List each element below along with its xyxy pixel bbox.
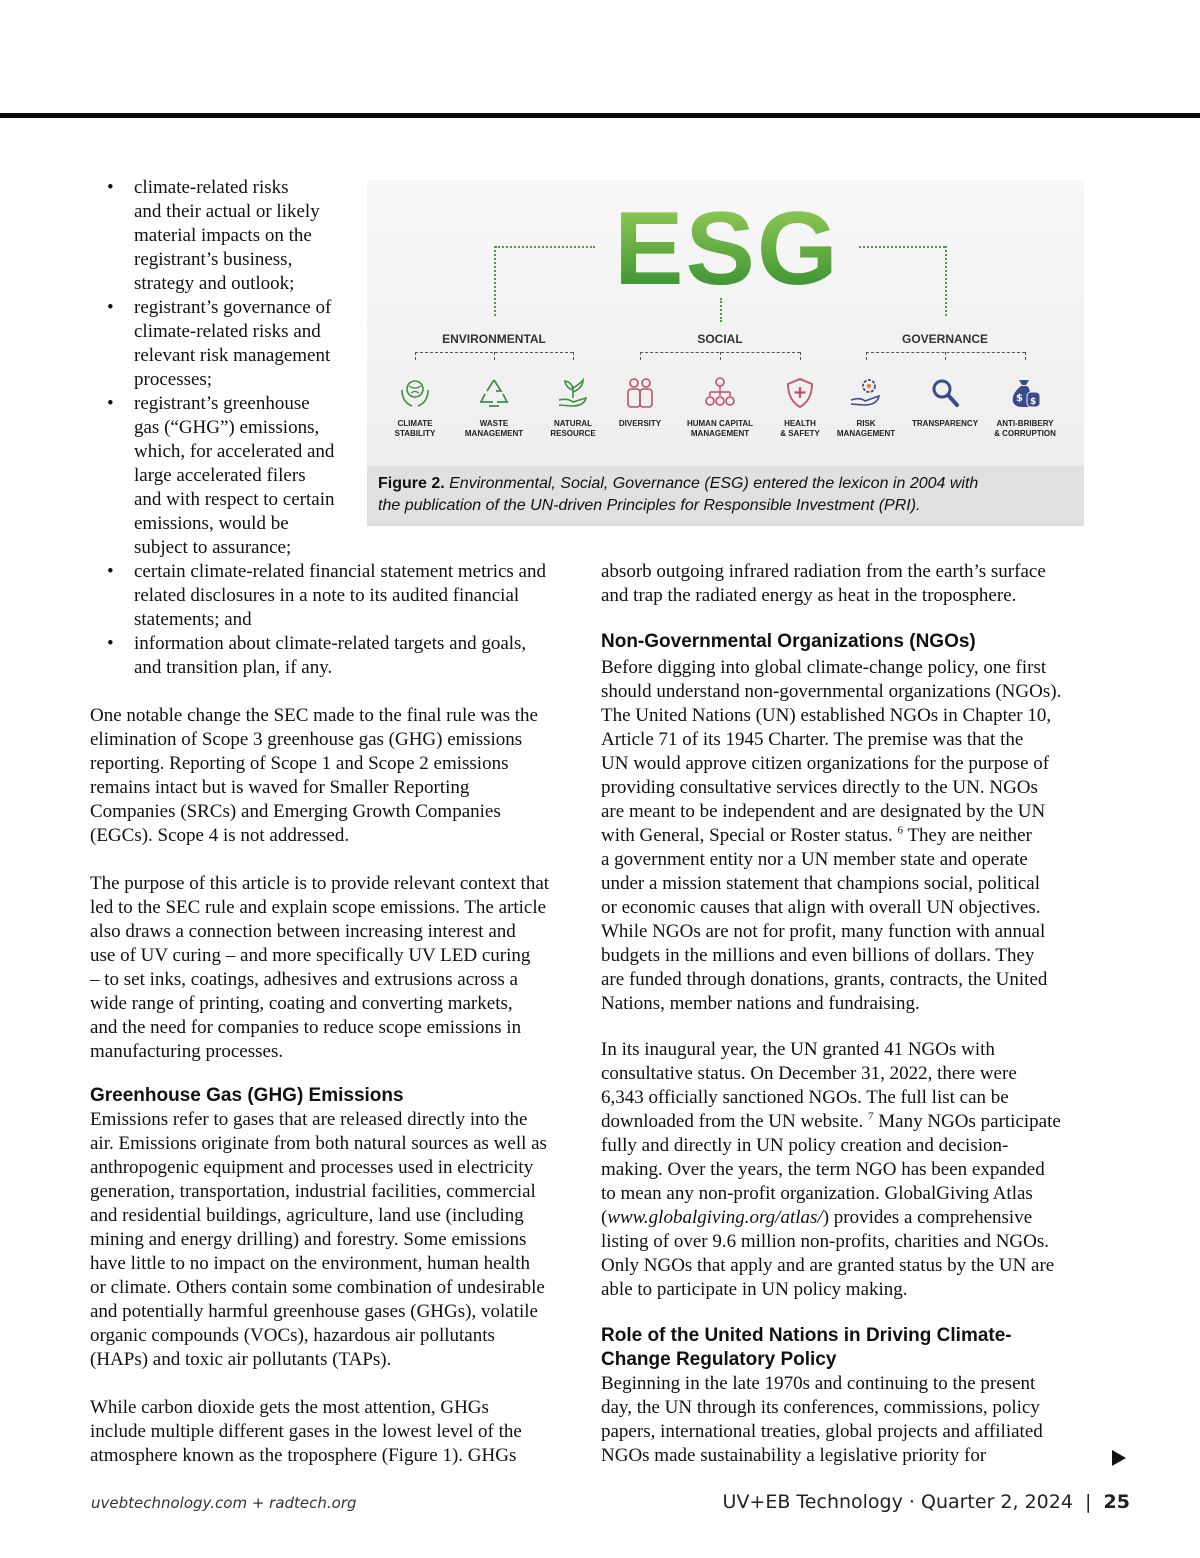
- text-line: use of UV curing – and more specifically UV LED curing: [90, 945, 531, 966]
- figure-2: [367, 180, 1084, 526]
- ghg-heading: Greenhouse Gas (GHG) Emissions: [90, 1085, 404, 1106]
- footer-publication: [723, 1491, 1130, 1513]
- text-line: to mean any non-profit organization. GlobalGiving Atlas: [601, 1183, 1033, 1204]
- bullet-3-line: large accelerated filers: [134, 465, 306, 486]
- bullet-3-line: gas (“GHG”) emissions,: [134, 417, 320, 438]
- text-line: manufacturing processes.: [90, 1041, 284, 1062]
- bullet-3-line: and with respect to certain: [134, 489, 335, 510]
- text-span: (: [601, 1207, 608, 1228]
- text-line: absorb outgoing infrared radiation from the earth’s surface: [601, 561, 1046, 582]
- text-line: wide range of printing, coating and converting markets,: [90, 993, 513, 1014]
- bullet-4-line: related disclosures in a note to its audited financial: [134, 585, 520, 606]
- footnote-ref: 7: [868, 1110, 874, 1123]
- ngo-heading: Non-Governmental Organizations (NGOs): [601, 631, 976, 652]
- connector-line: [945, 246, 947, 316]
- caption-label: Figure 2.: [378, 475, 445, 492]
- item-label: WASTE MANAGEMENT: [464, 419, 524, 438]
- text-line: While carbon dioxide gets the most attention, GHGs: [90, 1397, 489, 1418]
- header-rule: [0, 113, 1200, 118]
- bracket-line: [720, 352, 721, 360]
- bullet-3-line: registrant’s greenhouse: [134, 393, 310, 414]
- bracket-line: [640, 352, 641, 360]
- esg-infographic: [367, 180, 1084, 466]
- item-label: DIVERSITY: [618, 419, 662, 428]
- text-line: atmosphere known as the troposphere (Figure 1). GHGs: [90, 1445, 517, 1466]
- bullet-3-line: subject to assurance;: [134, 537, 292, 558]
- bracket-line: [945, 352, 946, 360]
- connector-line: [859, 246, 945, 248]
- bullet-3-line: emissions, would be: [134, 513, 289, 534]
- bullet-5-line: information about climate-related targets and goals,: [134, 633, 527, 654]
- text-line: reporting. Reporting of Scope 1 and Scope 2 emissions: [90, 753, 509, 774]
- text-span: ) provides a comprehensive: [822, 1207, 1033, 1228]
- text-line: In its inaugural year, the UN granted 41 NGOs with: [601, 1039, 995, 1060]
- text-line: should understand non-governmental organizations (NGOs).: [601, 681, 1062, 702]
- text-line: generation, transportation, industrial facilities, commercial: [90, 1181, 536, 1202]
- bullet-marker: •: [107, 633, 114, 654]
- text-span: with General, Special or Roster status.: [601, 825, 898, 846]
- bracket-line: [494, 352, 495, 360]
- text-line: listing of over 9.6 million non-profits, charities and NGOs.: [601, 1231, 1050, 1252]
- text-line: The United Nations (UN) established NGOs in Chapter 10,: [601, 705, 1052, 726]
- esg-title: ESG: [607, 194, 847, 304]
- text-line: (EGCs). Scope 4 is not addressed.: [90, 825, 350, 846]
- caption-line-2: the publication of the UN-driven Principles for Responsible Investment (PRI).: [378, 497, 921, 514]
- text-line: making. Over the years, the term NGO has been expanded: [601, 1159, 1045, 1180]
- item-label: HUMAN CAPITAL MANAGEMENT: [686, 419, 754, 438]
- text-line: and trap the radiated energy as heat in the troposphere.: [601, 585, 1017, 606]
- text-line: The purpose of this article is to provide relevant context that: [90, 873, 550, 894]
- text-line: consultative status. On December 31, 2022, there were: [601, 1063, 1017, 1084]
- text-line: and potentially harmful greenhouse gases (GHGs), volatile: [90, 1301, 538, 1322]
- text-line: Beginning in the late 1970s and continuing to the present: [601, 1373, 1036, 1394]
- bullet-4-line: certain climate-related financial statement metrics and: [134, 561, 546, 582]
- bracket-line: [573, 352, 574, 360]
- bullet-marker: •: [107, 393, 114, 414]
- text-line: – to set inks, coatings, adhesives and extrusions across a: [90, 969, 518, 990]
- risk-hand-icon: [849, 376, 883, 410]
- globalgiving-link[interactable]: www.globalgiving.org/atlas/: [607, 1207, 823, 1228]
- item-label: TRANSPARENCY: [911, 419, 979, 428]
- text-span: downloaded from the UN website.: [601, 1111, 868, 1132]
- globe-hands-icon: [398, 376, 432, 410]
- text-line: Before digging into global climate-change policy, one first: [601, 657, 1047, 678]
- bracket-line: [415, 352, 416, 360]
- bullet-1-line: climate-related risks: [134, 177, 289, 198]
- bullet-2-line: registrant’s governance of: [134, 297, 332, 318]
- bracket-line: [1025, 352, 1026, 360]
- text-line: a government entity nor a UN member state and operate: [601, 849, 1028, 870]
- text-line: [601, 1110, 1061, 1134]
- un-heading-line-2: Change Regulatory Policy: [601, 1349, 837, 1370]
- text-line: UN would approve citizen organizations for the purpose of: [601, 753, 1050, 774]
- bullet-4-line: statements; and: [134, 609, 252, 630]
- bracket-line: [800, 352, 801, 360]
- text-line: One notable change the SEC made to the final rule was the: [90, 705, 538, 726]
- caption-line-1: [378, 473, 978, 495]
- text-line: budgets in the millions and even billions of dollars. They: [601, 945, 1035, 966]
- text-line: include multiple different gases in the lowest level of the: [90, 1421, 522, 1442]
- text-line: NGOs made sustainability a legislative priority for: [601, 1445, 987, 1466]
- connector-line: [495, 246, 595, 248]
- bullet-marker: •: [107, 297, 114, 318]
- text-line: 6,343 officially sanctioned NGOs. The full list can be: [601, 1087, 1009, 1108]
- footer-separator: |: [1085, 1491, 1092, 1513]
- text-line: mining and energy drilling) and forestry. Some emissions: [90, 1229, 527, 1250]
- bullet-5-line: and transition plan, if any.: [134, 657, 333, 678]
- item-label: HEALTH & SAFETY: [780, 419, 820, 438]
- text-line: elimination of Scope 3 greenhouse gas (GHG) emissions: [90, 729, 523, 750]
- text-line: air. Emissions originate from both natural sources as well as: [90, 1133, 547, 1154]
- text-line: are funded through donations, grants, contracts, the United: [601, 969, 1048, 990]
- connector-line: [494, 246, 496, 316]
- org-chart-icon: [703, 376, 737, 410]
- category-environmental: ENVIRONMENTAL: [442, 332, 546, 346]
- item-label: CLIMATE STABILITY: [394, 419, 436, 438]
- text-line: able to participate in UN policy making.: [601, 1279, 908, 1300]
- continue-arrow-icon: [1112, 1450, 1126, 1466]
- item-label: RISK MANAGEMENT: [836, 419, 896, 438]
- bracket-line: [866, 352, 867, 360]
- text-line: providing consultative services directly to the UN. NGOs: [601, 777, 1038, 798]
- connector-line: [720, 298, 722, 322]
- bullet-1-line: registrant’s business,: [134, 249, 293, 270]
- bullet-1-line: and their actual or likely: [134, 201, 320, 222]
- bullet-3-line: which, for accelerated and: [134, 441, 335, 462]
- bullet-2-line: climate-related risks and: [134, 321, 321, 342]
- magnifier-icon: [928, 376, 962, 410]
- text-span: Many NGOs participate: [873, 1111, 1061, 1132]
- money-bag-icon: [1008, 376, 1042, 410]
- text-line: While NGOs are not for profit, many function with annual: [601, 921, 1046, 942]
- shield-cross-icon: [783, 376, 817, 410]
- text-line: or climate. Others contain some combination of undesirable: [90, 1277, 545, 1298]
- bullet-marker: •: [107, 561, 114, 582]
- text-line: fully and directly in UN policy creation and decision-: [601, 1135, 1009, 1156]
- bullet-2-line: relevant risk management: [134, 345, 331, 366]
- people-icon: [623, 376, 657, 410]
- item-label: NATURAL RESOURCE: [550, 419, 596, 438]
- text-line: day, the UN through its conferences, commissions, policy: [601, 1397, 1040, 1418]
- bullet-marker: •: [107, 177, 114, 198]
- figure-caption: [367, 466, 1084, 526]
- category-social: SOCIAL: [697, 332, 743, 346]
- text-line: [601, 824, 1032, 848]
- svg-text:$: $: [1016, 393, 1023, 404]
- bullet-2-line: processes;: [134, 369, 213, 390]
- text-line: [601, 1206, 1032, 1230]
- text-line: (HAPs) and toxic air pollutants (TAPs).: [90, 1349, 392, 1370]
- bullet-1-line: material impacts on the: [134, 225, 312, 246]
- publication-name: UV+EB Technology · Quarter 2, 2024: [722, 1491, 1073, 1513]
- plant-hand-icon: [556, 376, 590, 410]
- text-line: remains intact but is waved for Smaller Reporting: [90, 777, 470, 798]
- text-line: Article 71 of its 1945 Charter. The premise was that the: [601, 729, 1024, 750]
- text-span: They are neither: [903, 825, 1032, 846]
- text-line: Only NGOs that apply and are granted status by the UN are: [601, 1255, 1055, 1276]
- page-number: 25: [1103, 1491, 1130, 1513]
- text-line: Nations, member nations and fundraising.: [601, 993, 920, 1014]
- text-line: Emissions refer to gases that are released directly into the: [90, 1109, 528, 1130]
- text-line: Companies (SRCs) and Emerging Growth Companies: [90, 801, 501, 822]
- svg-text:$: $: [1030, 397, 1037, 407]
- footer-websites: uvebtechnology.com + radtech.org: [91, 1494, 357, 1512]
- text-line: led to the SEC rule and explain scope emissions. The article: [90, 897, 547, 918]
- text-line: or economic causes that align with overall UN objectives.: [601, 897, 1041, 918]
- caption-text: Environmental, Social, Governance (ESG) entered the lexicon in 2004 with: [444, 475, 979, 492]
- text-line: are meant to be independent and are designated by the UN: [601, 801, 1046, 822]
- text-line: and residential buildings, agriculture, land use (including: [90, 1205, 524, 1226]
- text-line: papers, international treaties, global projects and affiliated: [601, 1421, 1043, 1442]
- text-line: organic compounds (VOCs), hazardous air pollutants: [90, 1325, 495, 1346]
- text-line: have little to no impact on the environment, human health: [90, 1253, 531, 1274]
- text-line: under a mission statement that champions social, political: [601, 873, 1041, 894]
- bullet-1-line: strategy and outlook;: [134, 273, 295, 294]
- item-label: ANTI-BRIBERY & CORRUPTION: [994, 419, 1056, 438]
- text-line: also draws a connection between increasing interest and: [90, 921, 516, 942]
- un-heading-line-1: Role of the United Nations in Driving Climate-: [601, 1325, 1012, 1346]
- category-governance: GOVERNANCE: [901, 332, 988, 346]
- footnote-ref: 6: [897, 824, 904, 837]
- recycle-icon: [477, 376, 511, 410]
- text-line: anthropogenic equipment and processes used in electricity: [90, 1157, 534, 1178]
- text-line: and the need for companies to reduce scope emissions in: [90, 1017, 522, 1038]
